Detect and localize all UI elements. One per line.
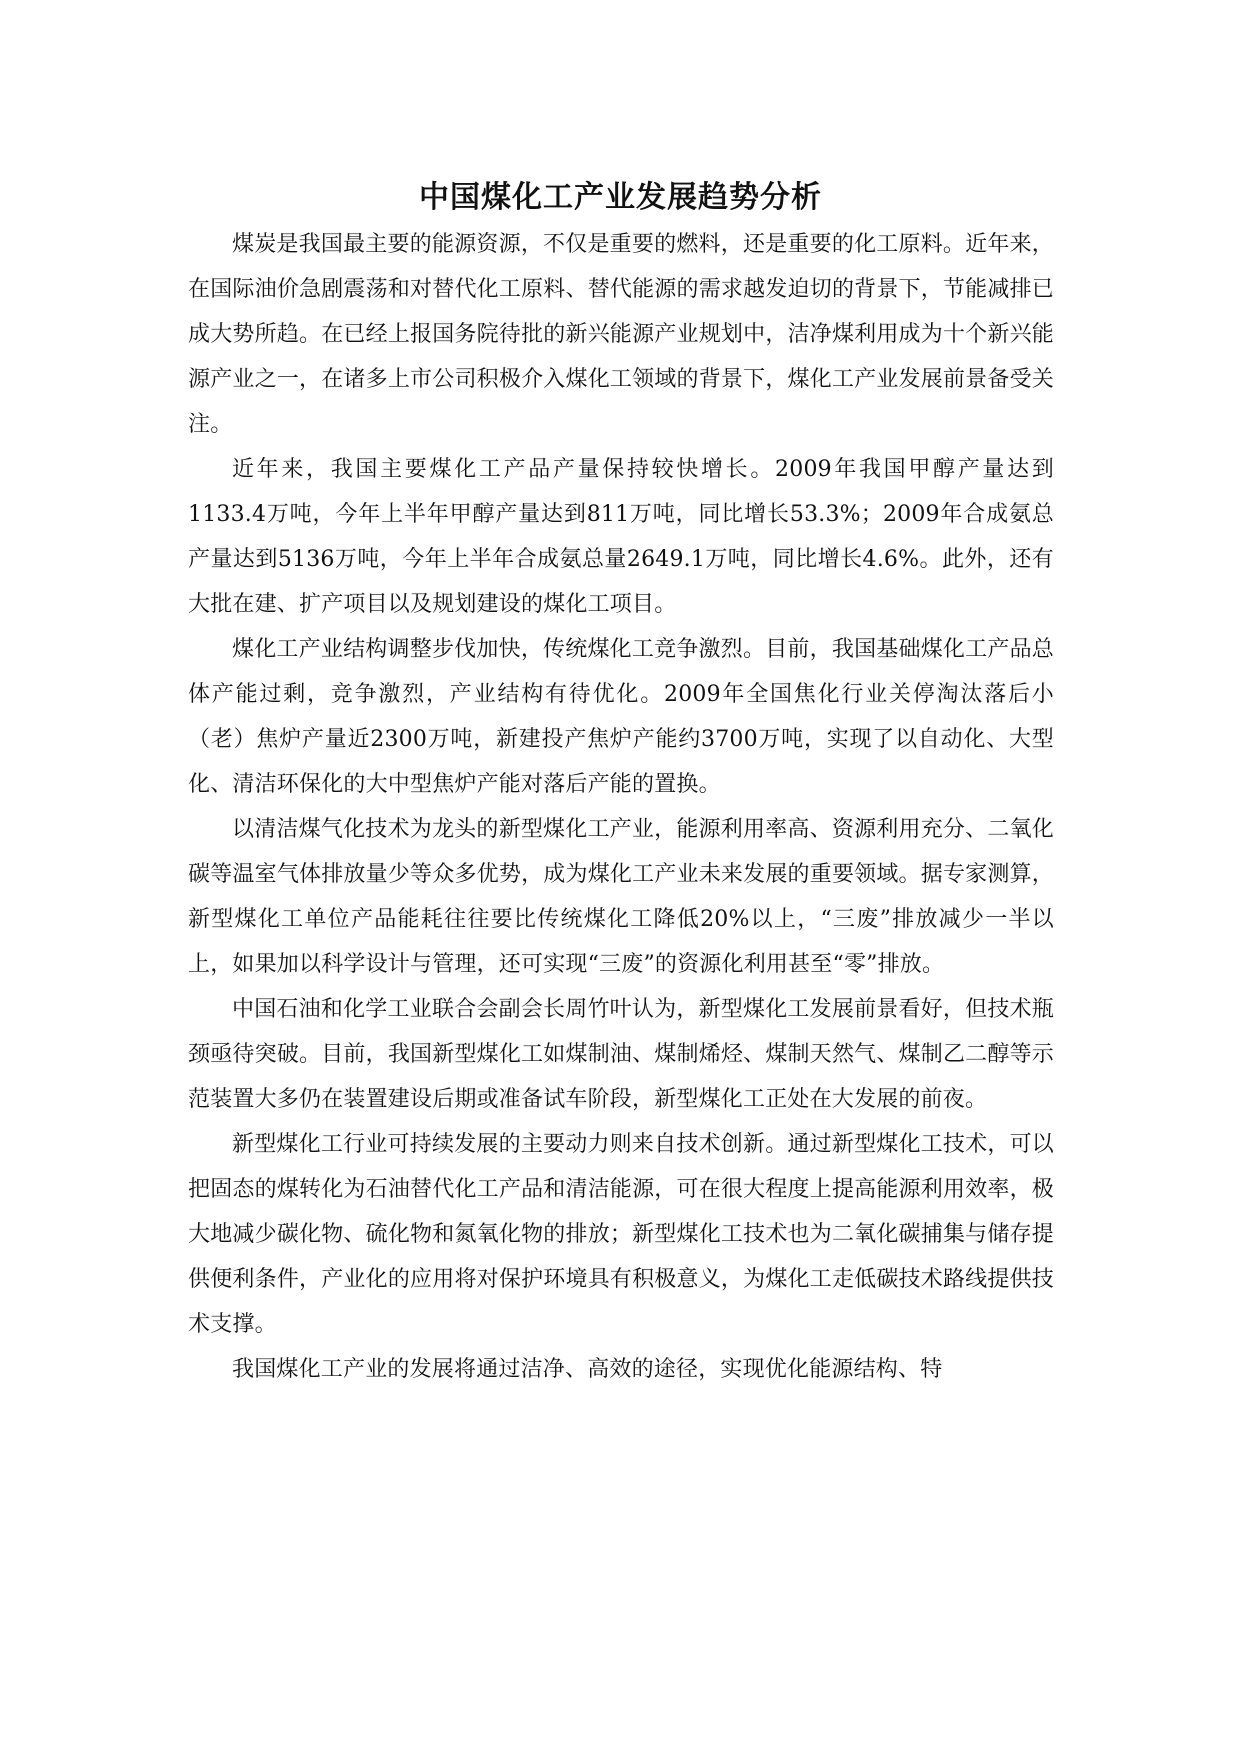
paragraph: 中国石油和化学工业联合会副会长周竹叶认为，新型煤化工发展前景看好，但技术瓶颈亟待突破。目前，我国新型煤化工如煤制油、煤制烯烃、煤制天然气、煤制乙二醇等示范装置大多仍在装置建设后期或准备试车阶段，新型煤化工正处在大发展的前夜。 — [188, 997, 1054, 1112]
paragraph: 我国煤化工产业的发展将通过洁净、高效的途径，实现优化能源结构、特 — [232, 1357, 943, 1382]
paragraph: 新型煤化工行业可持续发展的主要动力则来自技术创新。通过新型煤化工技术，可以把固态的煤转化为石油替代化工产品和清洁能源，可在很大程度上提高能源利用效率，极大地减少碳化物、硫化物和氮氧化物的排放；新型煤化工技术也为二氧化碳捕集与储存提供便利条件，产业化的应用将对保护环境具有积极意义，为煤化工走低碳技术路线提供技术支撑。 — [188, 1132, 1054, 1337]
paragraph: 煤化工产业结构调整步伐加快，传统煤化工竞争激烈。目前，我国基础煤化工产品总体产能过剩，竞争激烈，产业结构有待优化。2009年全国焦化行业关停淘汰落后小（老）焦炉产量近2300万吨，新建投产焦炉产能约3700万吨，实现了以自动化、大型化、清洁环保化的大中型焦炉产能对落后产能的置换。 — [188, 637, 1054, 797]
paragraph: 近年来，我国主要煤化工产品产量保持较快增长。2009年我国甲醇产量达到1133.4万吨，今年上半年甲醇产量达到811万吨，同比增长53.3%；2009年合成氨总产量达到5136万吨，今年上半年合成氨总量2649.1万吨，同比增长4.6%。此外，还有大批在建、扩产项目以及规划建设的煤化工项目。 — [188, 457, 1054, 617]
paragraph: 以清洁煤气化技术为龙头的新型煤化工产业，能源利用率高、资源利用充分、二氧化碳等温室气体排放量少等众多优势，成为煤化工产业未来发展的重要领域。据专家测算，新型煤化工单位产品能耗往往要比传统煤化工降低20%以上，“三废”排放减少一半以上，如果加以科学设计与管理，还可实现“三废”的资源化利用甚至“零”排放。 — [188, 817, 1054, 977]
document-title: 中国煤化工产业发展趋势分析 — [419, 180, 822, 216]
paragraph: 煤炭是我国最主要的能源资源，不仅是重要的燃料，还是重要的化工原料。近年来，在国际油价急剧震荡和对替代化工原料、替代能源的需求越发迫切的背景下，节能减排已成大势所趋。在已经上报国务院待批的新兴能源产业规划中，洁净煤利用成为十个新兴能源产业之一，在诸多上市公司积极介入煤化工领域的背景下，煤化工产业发展前景备受关注。 — [188, 232, 1054, 437]
document-body — [188, 222, 1054, 1392]
